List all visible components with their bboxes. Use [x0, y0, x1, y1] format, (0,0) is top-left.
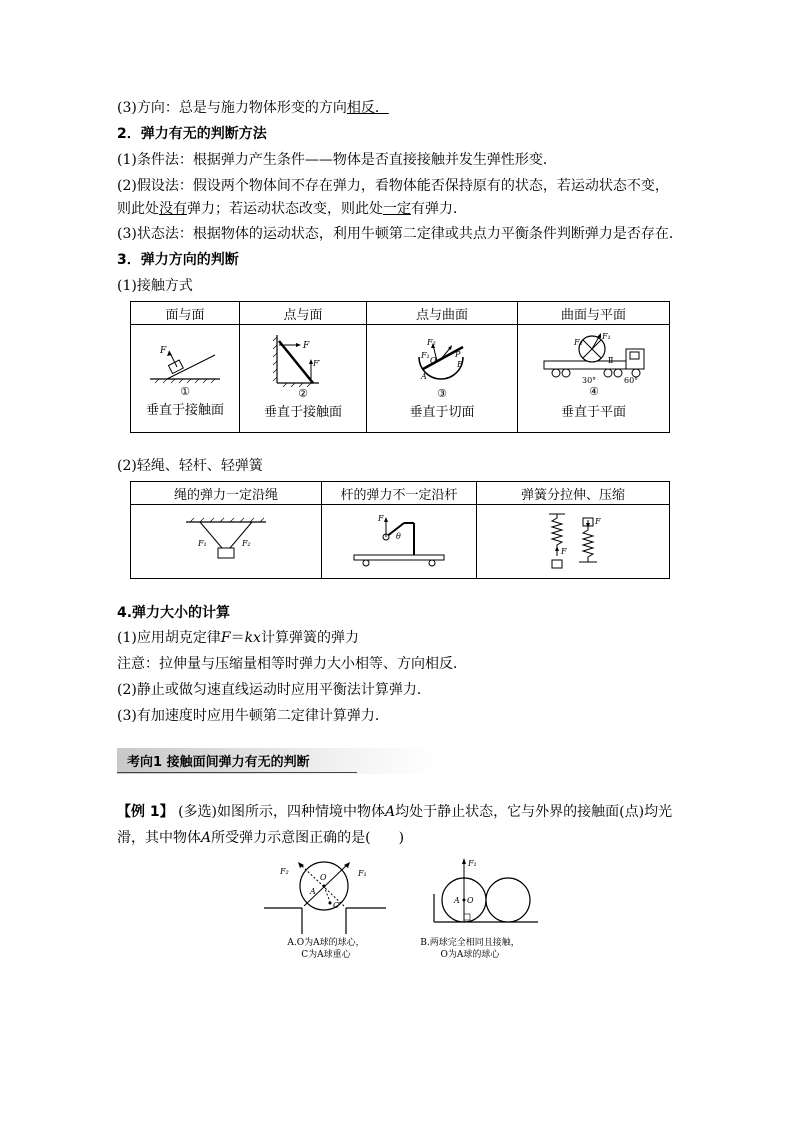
- example-line2: [117, 828, 404, 848]
- text-span: 则此处: [117, 201, 159, 217]
- formula-symbol: kx: [244, 630, 261, 646]
- force-label: F: [303, 341, 310, 351]
- figure-number: ②: [298, 387, 308, 399]
- direction-rule-text: (3)方向：总是与施力物体形变的方向: [117, 100, 347, 116]
- example-line1: [117, 802, 672, 822]
- figure-rod: [322, 505, 477, 579]
- contact-header: 点与面: [240, 302, 367, 325]
- figure-caption: 垂直于平面: [560, 405, 626, 420]
- figure-number: ③: [437, 387, 447, 399]
- rope-header: 弹簧分拉伸、压缩: [477, 482, 670, 505]
- force-label: F₂: [573, 338, 583, 347]
- force-label: F₁: [358, 869, 367, 878]
- point-label: A: [310, 887, 316, 896]
- text-span: 计算弹簧的弹力: [260, 630, 359, 646]
- text-span: 所受弹力示意图正确的是( ): [211, 830, 405, 846]
- angle-label: θ: [396, 531, 401, 541]
- figure-number: ①: [180, 385, 190, 397]
- caption-line: B.两球完全相同且接触，: [420, 938, 520, 948]
- method-assume-line1: (2)假设法：假设两个物体间不存在弹力，看物体能否保持原有的状态，若运动状态不变，: [117, 178, 669, 194]
- point-label: B: [457, 360, 463, 369]
- bowl-rod-diagram: [397, 333, 487, 399]
- heading-2: 2．弹力有无的判断方法: [117, 126, 267, 142]
- rod-corner-diagram: [263, 333, 343, 399]
- text-span: 滑，其中物体: [117, 830, 201, 846]
- heading-4: 4.弹力大小的计算: [117, 605, 231, 621]
- point-label: Ⅱ: [607, 356, 613, 365]
- calc-balance: (2)静止或做匀速直线运动时应用平衡法计算弹力．: [117, 682, 431, 698]
- point-label: C: [333, 901, 340, 910]
- text-emphasis: 没有: [159, 201, 187, 217]
- figure-a-caption: [268, 937, 384, 961]
- force-label: F: [378, 513, 384, 523]
- figure-rope: [131, 505, 322, 579]
- force-label: F′: [313, 359, 321, 368]
- figure-number: ④: [588, 385, 599, 398]
- force-label: F: [160, 346, 167, 356]
- heading-3: 3．弹力方向的判断: [117, 252, 239, 268]
- figure-caption: 垂直于接触面: [263, 405, 342, 420]
- point-label: A: [421, 372, 427, 381]
- point-label: P: [455, 350, 461, 359]
- force-label: F₂: [242, 538, 251, 548]
- text-span: 弹力；若运动状态改变，则此处: [187, 201, 383, 217]
- figure-point-plane: [240, 325, 367, 433]
- text-span: 均处于静止状态，它与外界的接触面(点)均光: [395, 804, 673, 820]
- figure-point-curve: [367, 325, 518, 433]
- example-tag: 【例 1】: [117, 804, 174, 820]
- contact-header: 曲面与平面: [518, 302, 670, 325]
- figure-plane-plane: [131, 325, 240, 433]
- text-span: 有弹力．: [411, 201, 467, 217]
- truck-cylinder-diagram: [534, 333, 654, 399]
- force-label: F₂: [280, 867, 289, 876]
- figure-spring: [477, 505, 670, 579]
- direction-rule-emphasis: 相反．: [346, 100, 389, 116]
- formula-symbol: ＝: [230, 630, 245, 646]
- method-state: (3)状态法：根据物体的运动状态，利用牛顿第二定律或共点力平衡条件判断弹力是否存在．: [117, 226, 683, 242]
- text-span: (1)应用胡克定律: [117, 630, 221, 646]
- method-condition: (1)条件法：根据弹力产生条件——物体是否直接接触并发生弹性形变．: [117, 152, 557, 168]
- contact-table: [130, 301, 670, 433]
- force-label: F: [595, 516, 601, 526]
- rope-header: 绳的弹力一定沿绳: [131, 482, 322, 505]
- point-label: O: [430, 356, 437, 365]
- direction-rule: [117, 98, 389, 118]
- figure-curve-plane: [518, 325, 670, 433]
- figure-caption: 垂直于接触面: [145, 403, 224, 418]
- object-symbol: A: [201, 830, 212, 846]
- calc-note: 注意：拉伸量与压缩量相等时弹力大小相等、方向相反．: [117, 656, 467, 672]
- force-label: F₁: [468, 859, 477, 868]
- contact-header: 点与曲面: [367, 302, 518, 325]
- text-emphasis: 一定: [383, 201, 411, 217]
- calc-hooke: [117, 628, 359, 648]
- figure-caption: 垂直于切面: [409, 405, 475, 420]
- rope-title: (2)轻绳、轻杆、轻弹簧: [117, 458, 263, 474]
- spring-diagram: [523, 510, 623, 574]
- object-symbol: A: [385, 804, 396, 820]
- point-label: A: [454, 896, 460, 905]
- method-assume-line2: [117, 199, 467, 219]
- force-label: F₂: [427, 338, 436, 347]
- cart-rod-diagram: [344, 511, 454, 573]
- caption-line: A.O为A球的球心，: [287, 938, 365, 948]
- force-label: F₁: [601, 333, 611, 341]
- contact-title: (1)接触方式: [117, 278, 193, 294]
- caption-line: C为A球重心: [301, 950, 351, 960]
- caption-line: O为A球的球心: [440, 950, 500, 960]
- angle-label: 30°: [581, 376, 596, 385]
- figure-a-diagram: [262, 856, 390, 936]
- calc-newton: (3)有加速度时应用牛顿第二定律计算弹力．: [117, 708, 389, 724]
- force-label: F₁: [198, 538, 207, 548]
- formula-symbol: F: [220, 630, 231, 646]
- force-label: F: [561, 546, 567, 556]
- banner-title: 考向1 接触面间弹力有无的判断: [127, 755, 310, 770]
- text-span: (多选)如图所示，四种情境中物体: [178, 804, 386, 820]
- point-label: O: [320, 873, 327, 882]
- rope-hanging-diagram: [176, 512, 276, 572]
- force-label: F₁: [421, 351, 430, 360]
- rope-table: [130, 481, 670, 579]
- angle-label: 60°: [623, 376, 638, 385]
- contact-header: 面与面: [131, 302, 240, 325]
- banner-rule: [117, 772, 357, 773]
- rope-header: 杆的弹力不一定沿杆: [322, 482, 477, 505]
- figure-b-diagram: [430, 854, 540, 934]
- point-label: O: [467, 896, 474, 905]
- incline-block-diagram: [145, 335, 225, 397]
- figure-b-caption: [410, 937, 530, 961]
